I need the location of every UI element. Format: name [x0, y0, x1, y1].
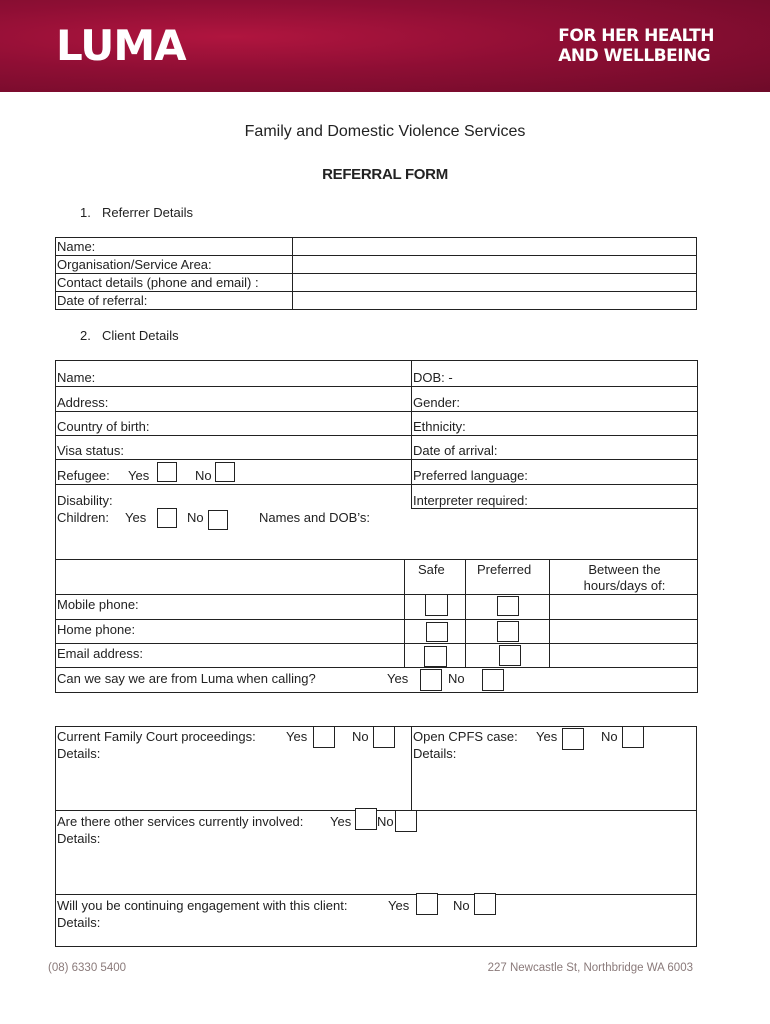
client-ethnicity-label: Ethnicity:: [413, 419, 466, 434]
row-divider: [55, 894, 697, 895]
other-services-yes-checkbox[interactable]: [355, 808, 377, 830]
referrer-name-label: Name:: [57, 239, 96, 254]
other-services-no-label: No: [377, 814, 394, 829]
column-divider: [549, 559, 550, 668]
continuing-yes-label: Yes: [388, 898, 410, 913]
client-address-label: Address:: [57, 395, 109, 410]
mobile-safe-checkbox[interactable]: [425, 594, 448, 616]
refugee-no-checkbox[interactable]: [215, 462, 235, 482]
form-title: REFERRAL FORM: [322, 166, 448, 183]
luma-calling-no-checkbox[interactable]: [482, 669, 504, 691]
cpfs-no-checkbox[interactable]: [622, 726, 644, 748]
row-divider: [55, 255, 697, 256]
client-language-label: Preferred language:: [413, 468, 528, 483]
client-country-label: Country of birth:: [57, 419, 150, 434]
safe-column-header: Safe: [418, 562, 445, 577]
client-dob-label: DOB: -: [413, 370, 453, 385]
continuing-details-label: Details:: [57, 915, 101, 930]
children-yes-label: Yes: [125, 510, 147, 525]
column-divider: [404, 559, 405, 668]
children-label: Children:: [57, 510, 110, 525]
between-column-header-line2: hours/days of:: [583, 578, 666, 593]
section-number: 2.: [80, 328, 91, 343]
home-phone-label: Home phone:: [57, 622, 136, 637]
luma-calling-no-label: No: [448, 671, 465, 686]
row-divider: [55, 594, 698, 595]
client-refugee-label: Refugee:: [57, 468, 110, 483]
referral-date-field[interactable]: [296, 293, 694, 308]
section-1-heading: [80, 205, 193, 220]
row-divider: [55, 435, 698, 436]
luma-logo: LUMA: [56, 21, 186, 70]
client-disability-label: Disability:: [57, 493, 113, 508]
section-title: Client Details: [102, 328, 179, 343]
family-court-yes-label: Yes: [286, 729, 308, 744]
email-address-label: Email address:: [57, 646, 143, 661]
referrer-organisation-field[interactable]: [296, 257, 694, 272]
children-no-checkbox[interactable]: [208, 510, 228, 530]
family-court-details-label: Details:: [57, 746, 101, 761]
home-preferred-checkbox[interactable]: [497, 621, 519, 642]
row-divider: [55, 619, 698, 620]
family-court-yes-checkbox[interactable]: [313, 726, 335, 748]
column-divider: [465, 559, 466, 668]
luma-calling-yes-label: Yes: [387, 671, 409, 686]
client-name-label: Name:: [57, 370, 96, 385]
between-column-header-line1: Between the: [588, 562, 661, 577]
continuing-no-checkbox[interactable]: [474, 893, 496, 915]
row-divider: [55, 386, 698, 387]
continuing-engagement-label: Will you be continuing engagement with this client:: [57, 898, 348, 913]
section-2-heading: [80, 328, 179, 343]
luma-calling-yes-checkbox[interactable]: [420, 669, 442, 691]
preferred-column-header: Preferred: [477, 562, 532, 577]
referrer-organisation-label: Organisation/Service Area:: [57, 257, 212, 272]
row-divider: [55, 667, 698, 668]
home-safe-checkbox[interactable]: [426, 622, 448, 642]
other-services-details-label: Details:: [57, 831, 101, 846]
client-interpreter-label: Interpreter required:: [413, 493, 528, 508]
luma-calling-question: Can we say we are from Luma when calling?: [57, 671, 316, 686]
cpfs-case-label: Open CPFS case:: [413, 729, 518, 744]
tagline-line-1: FOR HER HEALTH: [558, 26, 714, 46]
client-visa-label: Visa status:: [57, 443, 124, 458]
header-banner: [0, 0, 770, 92]
cpfs-no-label: No: [601, 729, 618, 744]
continuing-yes-checkbox[interactable]: [416, 893, 438, 915]
family-court-no-checkbox[interactable]: [373, 726, 395, 748]
column-divider: [411, 726, 412, 811]
row-divider: [55, 411, 698, 412]
row-divider: [55, 643, 698, 644]
document-title: Family and Domestic Violence Services: [244, 123, 526, 140]
other-services-yes-label: Yes: [330, 814, 352, 829]
footer-phone: (08) 6330 5400: [48, 962, 127, 974]
children-yes-checkbox[interactable]: [157, 508, 177, 528]
family-court-label: Current Family Court proceedings:: [57, 729, 256, 744]
row-divider: [55, 559, 698, 560]
row-divider: [55, 459, 698, 460]
referrer-contact-label: Contact details (phone and email) :: [57, 275, 259, 290]
cpfs-yes-label: Yes: [536, 729, 558, 744]
continuing-no-label: No: [453, 898, 470, 913]
email-safe-checkbox[interactable]: [424, 646, 447, 667]
client-arrival-label: Date of arrival:: [413, 443, 498, 458]
refugee-no-label: No: [195, 468, 212, 483]
tagline: [558, 26, 714, 66]
row-divider: [55, 291, 697, 292]
cpfs-details-label: Details:: [413, 746, 457, 761]
row-divider: [55, 484, 698, 485]
referrer-contact-field[interactable]: [296, 275, 694, 290]
client-gender-label: Gender:: [413, 395, 460, 410]
other-services-label: Are there other services currently involved:: [57, 814, 304, 829]
column-divider: [411, 360, 412, 509]
children-no-label: No: [187, 510, 204, 525]
referrer-name-field[interactable]: [296, 239, 694, 254]
refugee-yes-label: Yes: [128, 468, 150, 483]
tagline-line-2: AND WELLBEING: [558, 46, 711, 66]
other-services-no-checkbox[interactable]: [395, 810, 417, 832]
mobile-phone-label: Mobile phone:: [57, 597, 139, 612]
email-preferred-checkbox[interactable]: [499, 645, 521, 666]
refugee-yes-checkbox[interactable]: [157, 462, 177, 482]
names-dob-label: Names and DOB’s:: [259, 510, 371, 525]
referral-date-label: Date of referral:: [57, 293, 148, 308]
cpfs-yes-checkbox[interactable]: [562, 728, 584, 750]
mobile-preferred-checkbox[interactable]: [497, 596, 519, 616]
section-number: 1.: [80, 205, 91, 220]
section-title: Referrer Details: [102, 205, 194, 220]
footer-address: 227 Newcastle St, Northbridge WA 6003: [487, 962, 693, 974]
row-divider: [55, 273, 697, 274]
family-court-no-label: No: [352, 729, 369, 744]
